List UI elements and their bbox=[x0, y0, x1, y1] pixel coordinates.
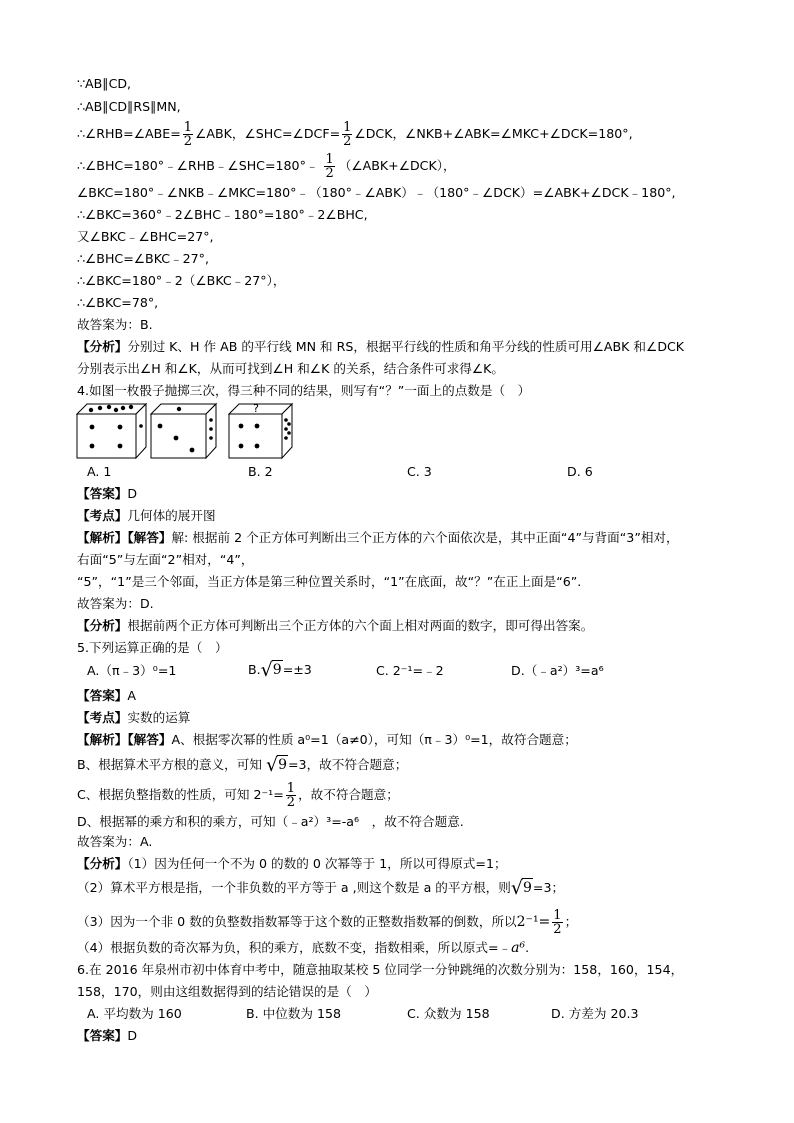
text-line: 故答案为：D. bbox=[77, 596, 154, 611]
option-b: B. 2 bbox=[248, 464, 273, 479]
text-segment: ∴∠BHC=180°﹣∠RHB﹣∠SHC=180°﹣ bbox=[77, 158, 319, 173]
text-line: 分别表示出∠H 和∠K，从而可找到∠H 和∠K 的关系，结合条件可求得∠K。 bbox=[77, 361, 505, 376]
solution-line bbox=[77, 529, 679, 547]
text-line: ∴∠BKC=360°﹣2∠BHC﹣180°=180°﹣2∠BHC, bbox=[77, 207, 368, 222]
text-line: ∵AB∥CD, bbox=[77, 76, 132, 91]
solution-text: A、根据零次幂的性质 a⁰=1（a≠0），可知（π﹣3）⁰=1，故符合题意； bbox=[171, 732, 577, 747]
analysis-line bbox=[77, 855, 507, 873]
option-c: C. 2⁻¹=﹣2 bbox=[376, 663, 444, 678]
text-line: B、根据算术平方根的意义，可知 √9=3，故不符合题意； bbox=[77, 754, 408, 776]
topic-label: 【考点】 bbox=[77, 710, 128, 725]
question-4: 4.如图一枚骰子抛掷三次，得三种不同的结果，则写有“？”一面上的点数是（ ） bbox=[77, 383, 531, 398]
analysis-text: 分别过 K、H 作 AB 的平行线 MN 和 RS，根据平行线的性质和角平分线的性质可用∠ABK 和∠DCK bbox=[127, 339, 685, 354]
option-a: A. 平均数为 160 bbox=[87, 1006, 182, 1021]
topic-line bbox=[77, 709, 190, 727]
text-line: “5”，“1”是三个邻面，当正方体是第三种位置关系时，“1”在底面，故“？”在正上面是“6”. bbox=[77, 574, 582, 589]
option-d: D. 6 bbox=[567, 464, 593, 479]
text-line bbox=[77, 153, 456, 180]
question-6: 6.在 2016 年泉州市初中体育中考中，随意抽取某校 5 位同学一分钟跳绳的次数分别为：158，160，154， bbox=[77, 962, 684, 977]
solution-label: 【解析】【解答】 bbox=[77, 530, 172, 545]
text-segment: ∠DCK，∠NKB+∠ABK=∠MKC+∠DCK=180°, bbox=[354, 126, 633, 141]
option-a: A. 1 bbox=[87, 464, 112, 479]
analysis-line bbox=[77, 338, 684, 356]
die-1 bbox=[77, 404, 146, 458]
text-line: 右面“5”与左面“2”相对，“4”， bbox=[77, 552, 254, 567]
solution-label: 【解析】【解答】 bbox=[77, 732, 172, 747]
analysis-line bbox=[77, 617, 593, 635]
text-line: ∴AB∥CD∥RS∥MN, bbox=[77, 99, 181, 114]
topic-value: 几何体的展开图 bbox=[127, 508, 216, 523]
option-c: C. 3 bbox=[407, 464, 432, 479]
text-line: C、根据负整指数的性质，可知 2⁻¹= $\frac{1}{2}$ ，故不符合题意； bbox=[77, 781, 399, 810]
topic-line bbox=[77, 507, 216, 525]
text-line bbox=[77, 121, 633, 148]
analysis-label: 【分析】 bbox=[77, 618, 128, 633]
answer-label: 【答案】 bbox=[77, 688, 128, 703]
answer-value: D bbox=[127, 1028, 138, 1043]
option-d: D.（﹣a²）³=a⁶ bbox=[511, 663, 604, 678]
question-5: 5.下列运算正确的是（ ） bbox=[77, 640, 228, 655]
answer-line bbox=[77, 1027, 137, 1045]
option-a: A.（π﹣3）⁰=1 bbox=[87, 663, 177, 678]
text-segment: （∠ABK+∠DCK）， bbox=[338, 158, 456, 173]
option-b: B. 中位数为 158 bbox=[246, 1006, 342, 1021]
text-line: ∴∠BKC=180°﹣2（∠BKC﹣27°）， bbox=[77, 273, 286, 288]
die-2 bbox=[151, 404, 216, 458]
fraction: $\frac{1}{2}$ bbox=[286, 781, 296, 810]
analysis-label: 【分析】 bbox=[77, 856, 128, 871]
text-line: 故答案为：A. bbox=[77, 834, 153, 849]
text-line: ∠BKC=180°﹣∠NKB﹣∠MKC=180°﹣（180°﹣∠ABK）﹣（180°﹣∠DCK）=∠ABK+∠DCK﹣180°, bbox=[77, 185, 676, 200]
die-3 bbox=[229, 402, 292, 458]
answer-line bbox=[77, 485, 137, 503]
text-segment: ∴∠RHB=∠ABE= bbox=[77, 126, 181, 141]
topic-value: 实数的运算 bbox=[127, 710, 191, 725]
dice-figure bbox=[76, 402, 376, 460]
text-line: （3）因为一个非 0 数的负整数指数幂等于这个数的正整数指数幂的倒数，所以2⁻¹= $\frac{1}{2}$ ； bbox=[77, 908, 578, 937]
topic-label: 【考点】 bbox=[77, 508, 128, 523]
analysis-text: 根据前两个正方体可判断出三个正方体的六个面上相对两面的数字，即可得出答案。 bbox=[127, 618, 594, 633]
solution-text: 解: 根据前 2 个正方体可判断出三个正方体的六个面依次是，其中正面“4”与背面“3”相对， bbox=[171, 530, 679, 545]
answer-label: 【答案】 bbox=[77, 486, 128, 501]
text-line: D、根据幂的乘方和积的乘方，可知（﹣a²）³=-a⁶ ，故不符合题意. bbox=[77, 814, 464, 829]
question-mark-label: ? bbox=[253, 402, 259, 415]
text-line: ∴∠BHC=∠BKC﹣27°, bbox=[77, 251, 209, 266]
fraction: $\frac{1}{2}$ bbox=[553, 908, 562, 937]
analysis-label: 【分析】 bbox=[77, 339, 128, 354]
text-line: ∴∠BKC=78°, bbox=[77, 295, 159, 310]
text-line: 158，170，则由这组数据得到的结论错误的是（ ） bbox=[77, 984, 377, 999]
answer-value: A bbox=[127, 688, 136, 703]
solution-line bbox=[77, 731, 577, 749]
text-line: （2）算术平方根是指，一个非负数的平方等于 a ,则这个数是 a 的平方根，则√9=3； bbox=[77, 877, 565, 899]
fraction: $\frac{1}{2}$ bbox=[343, 120, 352, 149]
answer-label: 【答案】 bbox=[77, 1028, 128, 1043]
text-line: 故答案为：B. bbox=[77, 317, 153, 332]
option-d: D. 方差为 20.3 bbox=[551, 1006, 639, 1021]
answer-line bbox=[77, 687, 136, 705]
answer-value: D bbox=[127, 486, 138, 501]
text-line: 又∠BKC﹣∠BHC=27°, bbox=[77, 229, 214, 244]
text-segment: ∠ABK，∠SHC=∠DCF= bbox=[195, 126, 341, 141]
text-line: （4）根据负数的奇次幂为负，积的乘方，底数不变，指数相乘，所以原式=﹣a⁶. bbox=[77, 940, 530, 956]
option-b: B.√9=±3 bbox=[248, 659, 312, 681]
analysis-text: （1）因为任何一个不为 0 的数的 0 次幂等于 1，所以可得原式=1； bbox=[127, 856, 507, 871]
option-c: C. 众数为 158 bbox=[407, 1006, 490, 1021]
fraction: $\frac{1}{2}$ bbox=[325, 152, 334, 181]
fraction: $\frac{1}{2}$ bbox=[183, 120, 193, 149]
